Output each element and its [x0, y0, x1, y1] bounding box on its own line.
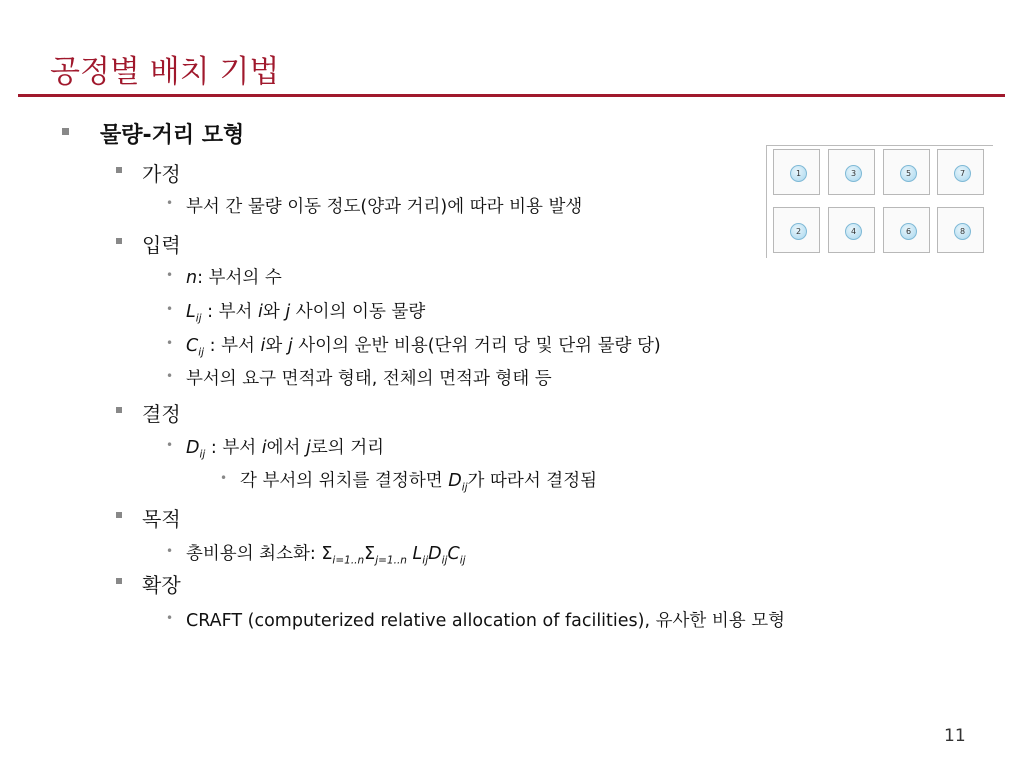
bullet-dot-icon: • [166, 438, 174, 452]
department-block [828, 149, 875, 195]
heading-mass-distance-model: 물량-거리 모형 [100, 123, 245, 148]
bullet-dot-icon: • [166, 544, 174, 558]
label-decision: 결정 [142, 402, 181, 426]
input-item-l: $L_{ij}$ : 부서 i와 j 사이의 이동 물량 [186, 302, 426, 325]
department-number-circle: 6 [900, 223, 917, 240]
department-block [773, 207, 820, 253]
bullet-dot-icon: • [166, 196, 174, 210]
department-block [773, 149, 820, 195]
department-number-circle: 3 [845, 165, 862, 182]
department-number-circle: 8 [954, 223, 971, 240]
bullet-dot-icon: • [220, 471, 228, 485]
input-item-c: $C_{ij}$ : 부서 i와 j 사이의 운반 비용(단위 거리 당 및 단위 물량 당) [186, 336, 661, 359]
department-block [883, 207, 930, 253]
department-number-circle: 2 [790, 223, 807, 240]
slide-title: 공정별 배치 기법 [50, 54, 280, 90]
assumption-item: 부서 간 물량 이동 정도(양과 거리)에 따라 비용 발생 [186, 197, 583, 217]
extension-item: CRAFT (computerized relative allocation of facilities), 유사한 비용 모형 [186, 611, 786, 631]
department-number-circle: 7 [954, 165, 971, 182]
bullet-square-icon [116, 238, 122, 244]
objective-formula: 총비용의 최소화: $\Sigma_{i=1..n}\Sigma_{j=1..n}$ $L_{ij}D_{ij}C_{ij}$ [186, 544, 466, 567]
page-number: 11 [944, 726, 966, 746]
label-input: 입력 [142, 233, 181, 257]
label-assumption: 가정 [142, 162, 181, 186]
department-block [937, 149, 984, 195]
input-item-n: n: 부서의 수 [186, 268, 282, 288]
department-number-circle: 4 [845, 223, 862, 240]
department-layout-figure [766, 145, 993, 258]
bullet-square-icon [116, 167, 122, 173]
bullet-square-icon [116, 578, 122, 584]
bullet-square-icon [116, 407, 122, 413]
department-block [883, 149, 930, 195]
label-objective: 목적 [142, 507, 181, 531]
department-block [828, 207, 875, 253]
bullet-dot-icon: • [166, 611, 174, 625]
bullet-dot-icon: • [166, 336, 174, 350]
decision-sub-item: 각 부서의 위치를 결정하면 $D_{ij}$가 따라서 결정됨 [240, 471, 598, 494]
bullet-square-icon [116, 512, 122, 518]
decision-item-d: $D_{ij}$ : 부서 i에서 j로의 거리 [186, 438, 385, 461]
bullet-square-icon [62, 128, 69, 135]
department-block [937, 207, 984, 253]
label-extension: 확장 [142, 573, 181, 597]
bullet-dot-icon: • [166, 369, 174, 383]
department-number-circle: 1 [790, 165, 807, 182]
bullet-dot-icon: • [166, 268, 174, 282]
input-item-area: 부서의 요구 면적과 형태, 전체의 면적과 형태 등 [186, 369, 552, 389]
bullet-dot-icon: • [166, 302, 174, 316]
department-number-circle: 5 [900, 165, 917, 182]
